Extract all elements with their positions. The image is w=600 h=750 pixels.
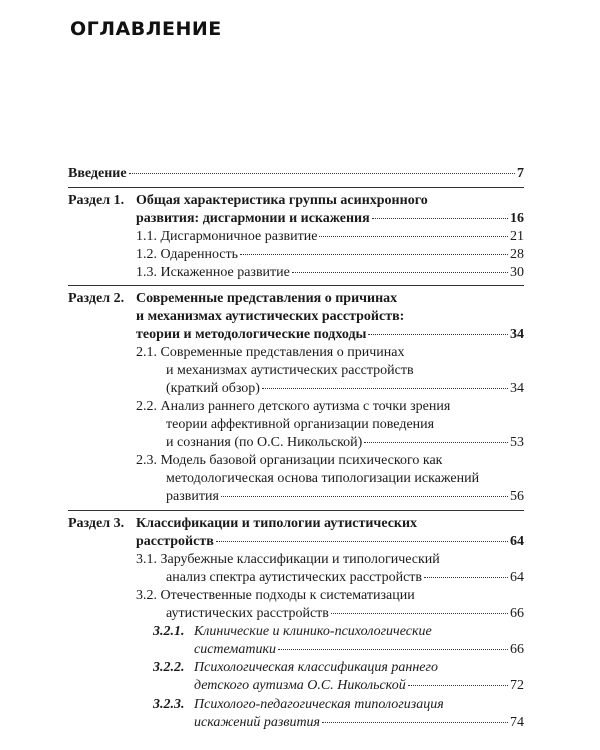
leader-dots [319, 226, 508, 237]
toc-entry-2-3[interactable] [166, 488, 524, 506]
toc-page-number: 72 [510, 678, 524, 693]
section-heading-line: Общая характеристика группы асинхронного [136, 193, 428, 208]
toc-entry-label: Введение [68, 166, 127, 181]
toc-subentry-number: 3.2.1. [153, 624, 185, 639]
toc-entry-line: Клинические и клинико-психологические [194, 624, 432, 639]
leader-dots [221, 486, 508, 497]
toc-entry-section-3[interactable] [136, 533, 524, 551]
toc-entry-intro[interactable] [68, 165, 524, 183]
toc-entry-line: 2.2. Анализ раннего детского аутизма с точки зрения [136, 399, 451, 414]
toc-page-number: 74 [510, 715, 524, 730]
leader-dots [240, 244, 508, 255]
toc-entry-line: методологическая основа типологизации искажений [166, 471, 480, 486]
toc-page-number: 53 [510, 435, 524, 450]
toc-entry-label: 1.1. Дисгармоничное развитие [136, 229, 318, 244]
section-divider [68, 285, 524, 286]
leader-dots [331, 603, 508, 614]
section-divider [68, 187, 524, 188]
toc-page-number: 30 [510, 265, 524, 280]
toc-entry-3-1[interactable] [166, 569, 524, 587]
toc-entry-line: Психолого-педагогическая типологизация [194, 697, 444, 712]
toc-page-number: 34 [510, 381, 524, 396]
toc-page-number: 34 [510, 327, 524, 342]
leader-dots [216, 531, 508, 542]
section-label: Раздел 3. [68, 516, 125, 531]
section-heading-line: и механизмах аутистических расстройств: [136, 309, 405, 324]
toc-entry-line: теории аффективной организации поведения [166, 417, 435, 432]
toc-entry-line: 2.1. Современные представления о причинах [136, 345, 405, 360]
toc-entry-line: 3.2. Отечественные подходы к систематизации [136, 588, 415, 603]
leader-dots [129, 163, 515, 174]
leader-dots [278, 639, 508, 650]
section-label: Раздел 2. [68, 291, 125, 306]
toc-entry-label: систематики [194, 642, 276, 657]
toc-page-number: 21 [510, 229, 524, 244]
toc-page-number: 16 [510, 211, 524, 226]
section-heading-line: Классификации и типологии аутистических [136, 516, 418, 531]
toc-entry-line: и механизмах аутистических расстройств [166, 363, 414, 378]
leader-dots [262, 378, 508, 389]
toc-entry-label: развития: дисгармонии и искажения [136, 211, 370, 226]
toc-entry-label: 1.3. Искаженное развитие [136, 265, 290, 280]
toc-page-number: 64 [510, 534, 524, 549]
toc-entry-label: и сознания (по О.С. Никольской) [166, 435, 363, 450]
toc-subentry-number: 3.2.3. [153, 697, 185, 712]
toc-entry-label: искажений развития [194, 715, 321, 730]
toc-entry-label: расстройств [136, 534, 214, 549]
toc-entry-3-2-1[interactable] [194, 641, 524, 659]
section-heading-line: Современные представления о причинах [136, 291, 398, 306]
leader-dots [292, 262, 508, 273]
toc-subentry-number: 3.2.2. [153, 660, 185, 675]
toc-page-number: 66 [510, 642, 524, 657]
toc-entry-label: развития [166, 489, 219, 504]
section-divider [68, 510, 524, 511]
toc-page-number: 66 [510, 606, 524, 621]
leader-dots [372, 208, 508, 219]
toc-entry-2-2[interactable] [166, 434, 524, 452]
toc-entry-3-2[interactable] [166, 605, 524, 623]
toc-page-number: 28 [510, 247, 524, 262]
toc-entry-section-2[interactable] [136, 326, 524, 344]
toc-page-number: 64 [510, 570, 524, 585]
toc-entry-label: аутистических расстройств [166, 606, 329, 621]
toc-entry-line: 2.3. Модель базовой организации психического как [136, 453, 443, 468]
toc-entry-line: Психологическая классификация раннего [194, 660, 438, 675]
toc-entry-label: теории и методологические подходы [136, 327, 367, 342]
leader-dots [424, 567, 508, 578]
toc-entry-2-1[interactable] [166, 380, 524, 398]
section-label: Раздел 1. [68, 193, 125, 208]
toc-entry-label: анализ спектра аутистических расстройств [166, 570, 423, 585]
toc-entry-line: 3.1. Зарубежные классификации и типологический [136, 552, 440, 567]
leader-dots [364, 432, 508, 443]
toc-page-number: 7 [517, 166, 524, 181]
toc-entry-label: 1.2. Одаренность [136, 247, 239, 262]
toc-page-number: 56 [510, 489, 524, 504]
toc-entry-3-2-2[interactable] [194, 677, 524, 695]
leader-dots [322, 712, 508, 723]
leader-dots [368, 324, 508, 335]
leader-dots [408, 675, 508, 686]
toc-entry-label: детского аутизма О.С. Никольской [194, 678, 406, 693]
toc-entry-label: (краткий обзор) [166, 381, 260, 396]
page-title: ОГЛАВЛЕНИЕ [70, 18, 222, 40]
toc-entry-3-2-3[interactable] [194, 714, 524, 732]
toc-entry-1-3[interactable] [136, 264, 524, 282]
